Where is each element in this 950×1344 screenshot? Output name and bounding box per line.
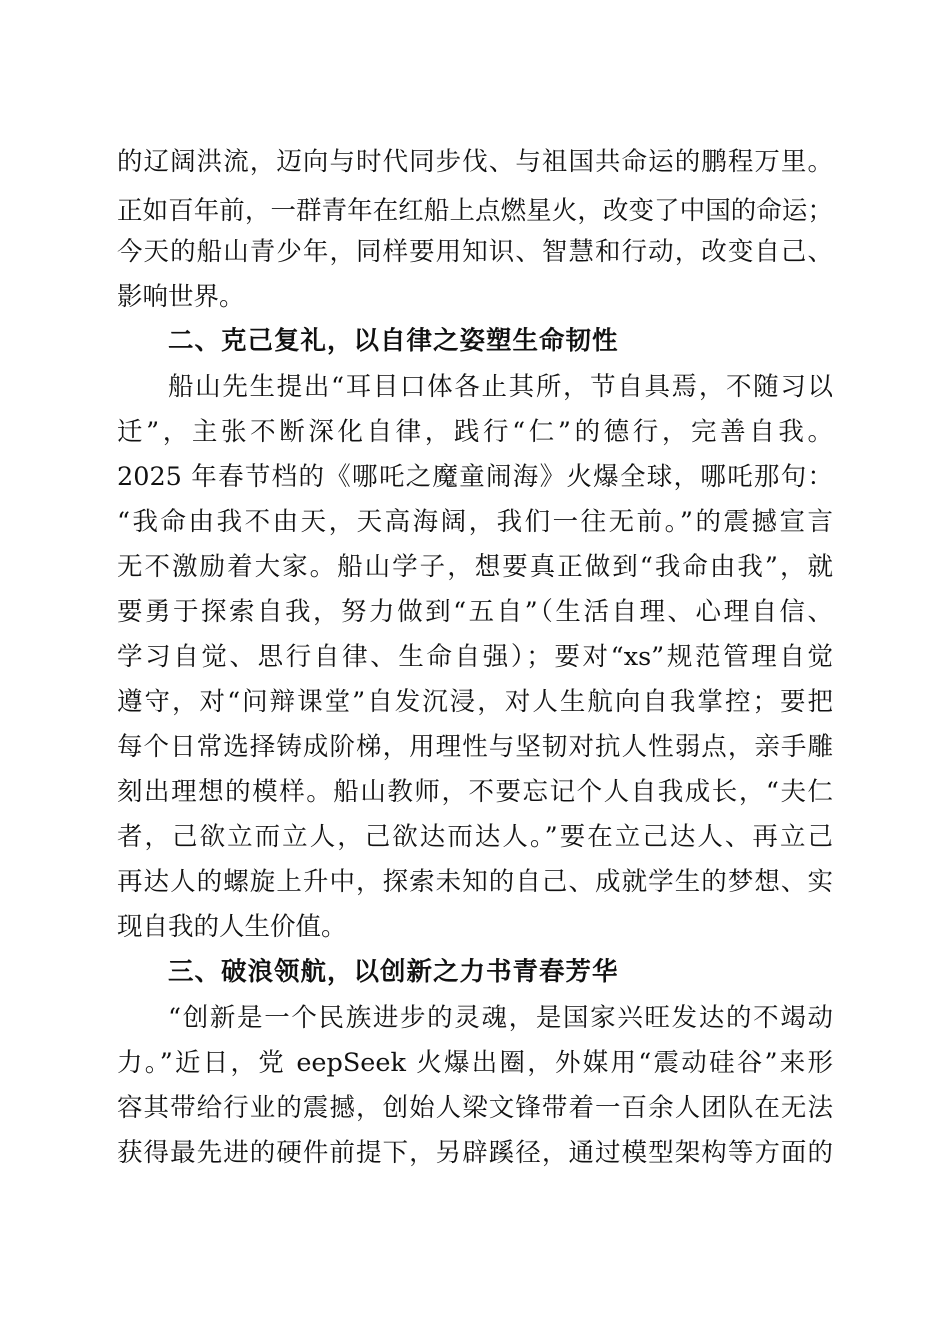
section-heading-2: 二、克己复礼，以自律之姿塑生命韧性 [168, 326, 619, 356]
paragraph-2-line-10: 刻出理想的模样。船山教师，不要忘记个人自我成长，“夫仁 [117, 777, 833, 807]
paragraph-2-line-6: 要勇于探索自我，努力做到“五自”（生活自理、心理自信、 [117, 597, 833, 627]
paragraph-2-line-8: 遵守，对“问辩课堂”自发沉浸，对人生航向自我掌控；要把 [117, 687, 833, 717]
paragraph-2-line-9: 每个日常选择铸成阶梯，用理性与坚韧对抗人性弱点，亲手雕 [117, 732, 833, 762]
paragraph-2-line-3: 2025 年春节档的《哪吒之魔童闹海》火爆全球，哪吒那句： [117, 462, 833, 492]
paragraph-2-line-4: “我命由我不由天，天高海阔，我们一往无前。”的震撼宣言 [117, 507, 833, 537]
section-heading-3: 三、破浪领航，以创新之力书青春芳华 [168, 957, 619, 987]
paragraph-3-line-2: 力。”近日，党 eepSeek 火爆出圈，外媒用“震动硅谷”来形 [117, 1048, 833, 1078]
paragraph-2-line-7: 学习自觉、思行自律、生命自强）；要对“xs”规范管理自觉 [117, 642, 833, 672]
paragraph-2-line-2: 迁”，主张不断深化自律，践行“仁”的德行，完善自我。 [117, 417, 833, 447]
paragraph-3-line-3: 容其带给行业的震撼，创始人梁文锋带着一百余人团队在无法 [117, 1093, 833, 1123]
paragraph-3-line-4: 获得最先进的硬件前提下，另辟蹊径，通过模型架构等方面的 [117, 1138, 833, 1168]
paragraph-1-line-3: 今天的船山青少年，同样要用知识、智慧和行动，改变自己、 [117, 237, 833, 267]
paragraph-2-line-1: 船山先生提出“耳目口体各止其所，节自具焉，不随习以 [168, 372, 833, 402]
paragraph-3-line-1: “创新是一个民族进步的灵魂，是国家兴旺发达的不竭动 [168, 1003, 833, 1033]
paragraph-2-line-11: 者，己欲立而立人，己欲达而达人。”要在立己达人、再立己 [117, 822, 833, 852]
paragraph-2-line-5: 无不激励着大家。船山学子，想要真正做到“我命由我”，就 [117, 552, 833, 582]
paragraph-2-line-12: 再达人的螺旋上升中，探索未知的自己、成就学生的梦想、实 [117, 867, 833, 897]
paragraph-1-line-2: 正如百年前，一群青年在红船上点燃星火，改变了中国的命运； [117, 196, 833, 226]
paragraph-1-line-4: 影响世界。 [117, 282, 245, 312]
paragraph-2-line-13: 现自我的人生价值。 [117, 912, 347, 942]
paragraph-1-line-1: 的辽阔洪流，迈向与时代同步伐、与祖国共命运的鹏程万里。 [117, 147, 833, 177]
